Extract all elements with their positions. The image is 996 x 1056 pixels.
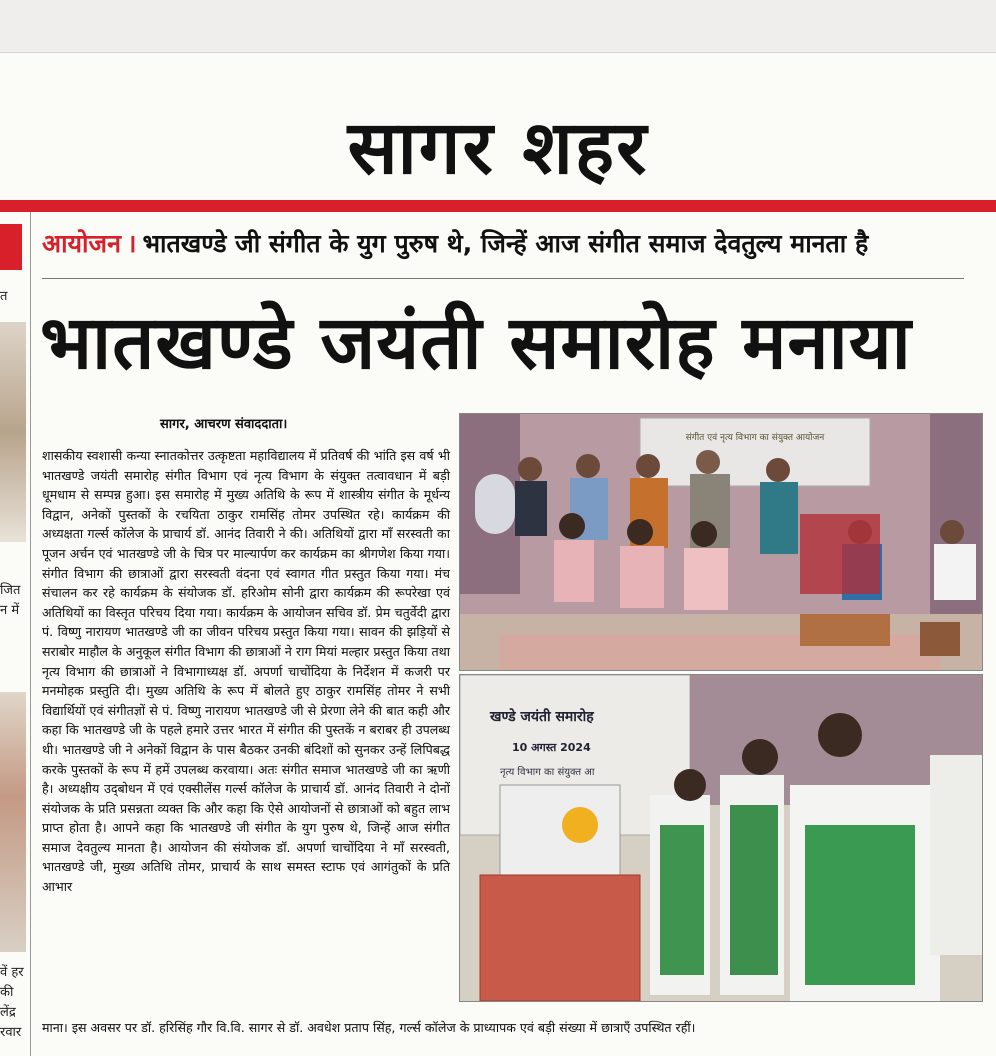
- kicker-text: भातखण्डे जी संगीत के युग पुरुष थे, जिन्हें आज संगीत समाज देवतुल्य मानता है: [142, 229, 869, 258]
- event-photo-stage: [459, 413, 983, 671]
- adjacent-fragment: लेंद्र: [0, 1005, 16, 1020]
- adjacent-fragment: की: [0, 985, 14, 1000]
- kicker: [42, 226, 868, 260]
- kicker-label: आयोजन: [42, 229, 121, 258]
- adjacent-red-tab: [0, 224, 22, 270]
- article-last-line: माना। इस अवसर पर डॉ. हरिसिंह गौर वि.वि. सागर से डॉ. अवधेश प्रताप सिंह, गर्ल्स कॉलेज के प्राध्यापक एवं बड़ी संख्या में छात्राएँ उपस्थित रहीं।: [42, 1020, 696, 1035]
- adjacent-fragment: वें हर: [0, 965, 24, 980]
- dance-photo-drawing: [460, 675, 982, 1001]
- dance-banner-date: 10 अगस्त 2024: [512, 741, 591, 754]
- masthead-red-bar: [0, 200, 996, 212]
- dance-banner-line1: खण्डे जयंती समारोह: [490, 709, 594, 725]
- event-photo-dance: [459, 674, 983, 1002]
- kicker-separator: ।: [126, 229, 137, 258]
- dateline: सागर, आचरण संवाददाता।: [160, 417, 288, 432]
- headline: भातखण्डे जयंती समारोह मनाया: [40, 300, 912, 386]
- adjacent-photo: [0, 692, 26, 952]
- next-headline-fragment: [300, 1040, 920, 1056]
- adjacent-fragment: रवार: [0, 1025, 22, 1040]
- adjacent-column: [0, 212, 28, 1056]
- top-strip: [0, 0, 996, 53]
- adjacent-photo: [0, 322, 26, 542]
- stage-banner-text: संगीत एवं नृत्य विभाग का संयुक्त आयोजन: [685, 433, 825, 443]
- adjacent-fragment: जित: [0, 583, 21, 598]
- article-body: शासकीय स्वशासी कन्या स्नातकोत्तर उत्कृष्टता महाविद्यालय में प्रतिवर्ष की भांति इस वर्ष भी भातखण्डे जयंती समारोह संगीत विभाग एवं नृत्य विभाग के संयुक्त तत्वावधान में बड़ी धूमधाम से सम्पन्न हुआ। इस समारोह में मुख्य अतिथि के रूप में शास्त्रीय संगीत के मूर्धन्य विद्वान, अनेकों पुस्तकों के रचयिता ठाकुर रामसिंह तोमर उपस्थित रहे। कार्यक्रम की अध्यक्षता गर्ल्स कॉलेज के प्राचार्य डॉ. आनंद तिवारी ने की। अतिथियों द्वारा माँ सरस्वती का पूजन अर्चन एवं भातखण्डे जी के चित्र पर माल्यार्पण कर कार्यक्रम का श्रीगणेश किया गया। संगीत विभाग की छात्राओं द्वारा सरस्वती वंदना एवं स्वागत गीत प्रस्तुत किया गया। मंच संचालन कर रहे कार्यक्रम के संयोजक डॉ. हरिओम सोनी द्वारा कार्यक्रम की रूपरेखा एवं अतिथियों का विस्तृत परिचय दिया गया। कार्यक्रम के आयोजन सचिव डॉ. प्रेम चतुर्वेदी द्वारा पं. विष्णु नारायण भातखण्डे जी का जीवन परिचय प्रस्तुत किया गया। सावन की झड़ियों से सराबोर माहौल के अनुकूल संगीत विभाग की छात्राओं ने राग मियां मल्हार प्रस्तुत किया तथा नृत्य विभाग की छात्राओं ने विभागाध्यक्ष डॉ. अपर्णा चाचोंदिया के निर्देशन में कजरी पर मनमोहक प्रस्तुति दी। मुख्य अतिथि के रूप में बोलते हुए ठाकुर रामसिंह तोमर ने सभी विद्यार्थियों एवं संगीतज्ञों से पं. विष्णु नारायण भातखण्डे जी से प्रेरणा लेने की बात कही और कहा कि भातखण्डे जी के पहले हमारे उत्तर भारत में संगीत की पुस्तकें न बराबर ही उपलब्ध थी। भातखण्डे जी ने अनेकों विद्वान के पास बैठकर उनकी बंदिशों को सुनकर उन्हें लिपिबद्ध करके पुस्तकों के रूप में हमें उपलब्ध करवाया। अतः संगीत समाज भातखण्डे जी का ऋणी है। अध्यक्षीय उद्‌बोधन में एवं एक्सीलेंस गर्ल्स कॉलेज के प्राचार्य डॉ. आनंद तिवारी ने दोनों संयोजक के प्रति प्रसन्नता व्यक्त कि और कहा कि ऐसे आयोजनों से छात्राओं को बहुत लाभ प्राप्त होता है। आपने कहा कि भातखण्डे जी संगीत के युग पुरुष थे, जिन्हें आज संगीत समाज देवतुल्य मानता है। आयोजन की संयोजक डॉ. अपर्णा चाचोंदिया ने माँ सरस्वती, भातखण्डे जी, मुख्य अतिथि तोमर, प्राचार्य के साथ समस्त स्टाफ एवं आगंतुकों के प्रति आभार: [42, 448, 450, 895]
- stage-photo-drawing: [460, 414, 982, 670]
- column-rule: [30, 212, 31, 1056]
- adjacent-fragment: त: [0, 289, 8, 304]
- dance-banner-line3: नृत्य विभाग का संयुक्त आ: [500, 767, 595, 778]
- adjacent-fragment: न में: [0, 603, 20, 618]
- kicker-rule: [42, 278, 964, 279]
- masthead: सागर शहर: [347, 105, 649, 191]
